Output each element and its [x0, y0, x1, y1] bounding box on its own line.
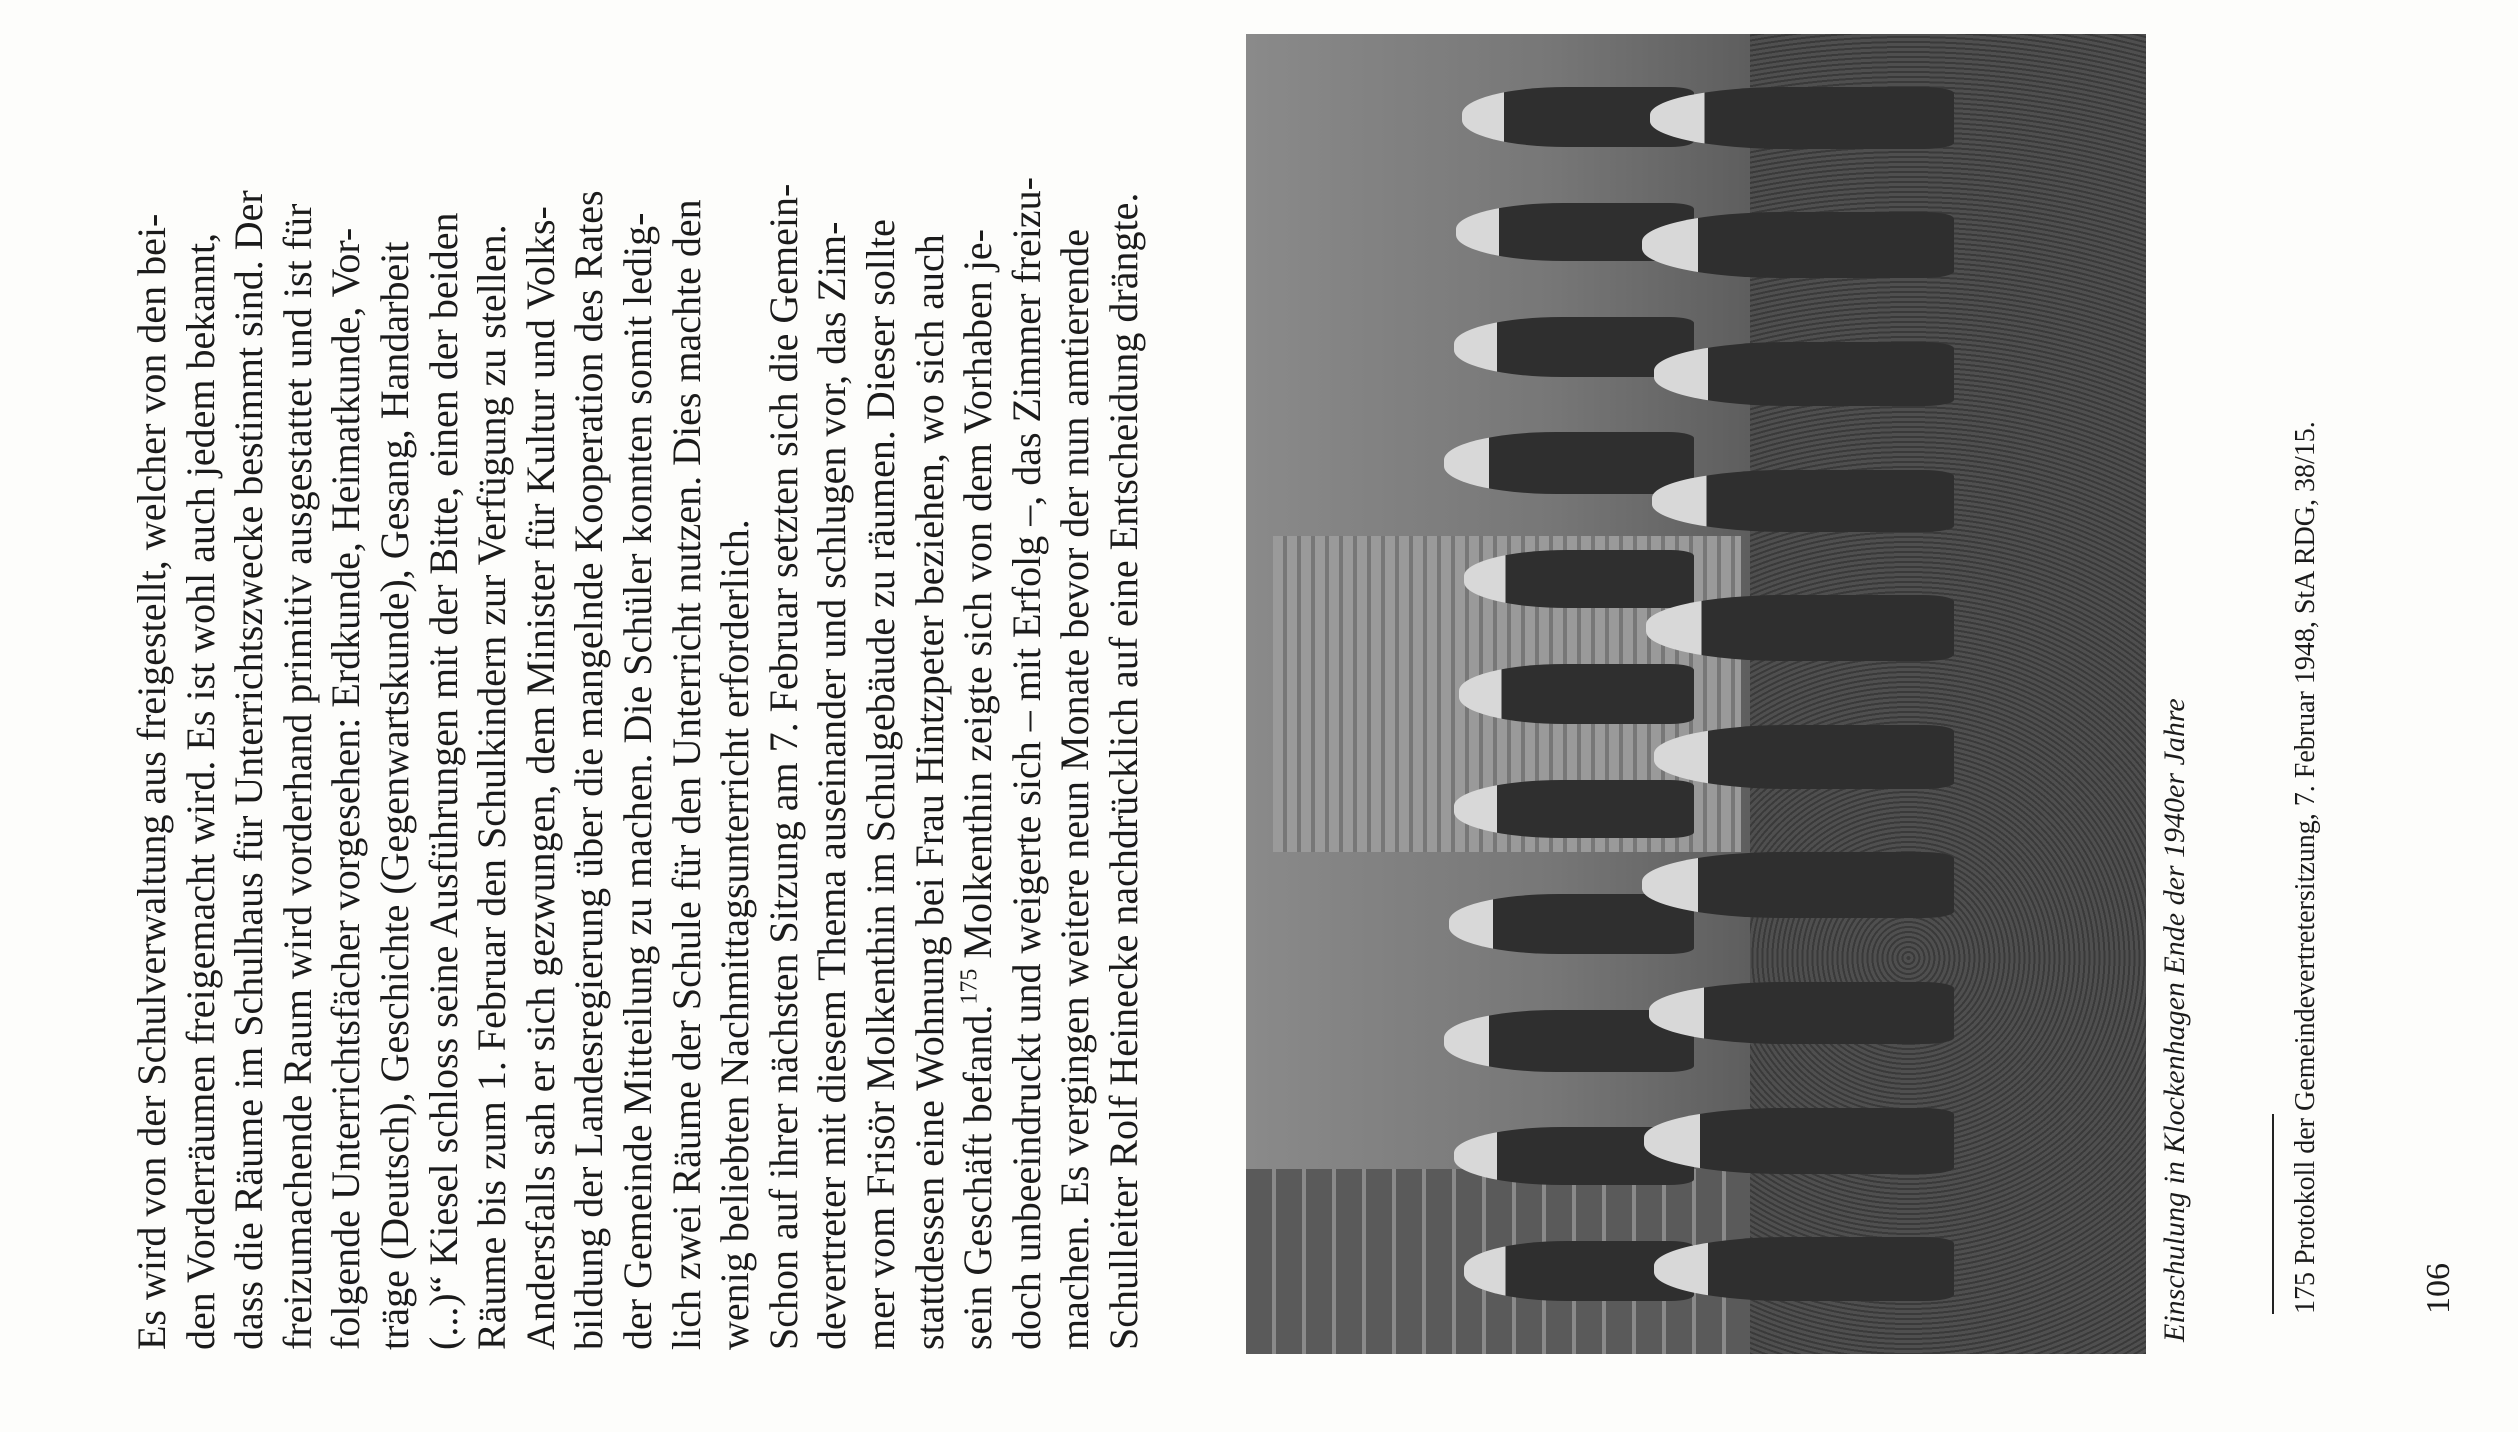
text-line: Molkenthin zeigte sich von dem Vorhaben je-: [955, 229, 1001, 959]
text-line: Es wird von der Schulverwaltung aus freigestellt, welcher von den bei-: [129, 213, 174, 1350]
footnote-reference[interactable]: 175: [956, 968, 983, 1005]
text-line: träge (Deutsch), Geschichte (Gegenwartskunde), Gesang, Handarbeit: [371, 241, 417, 1350]
text-line: der Gemeinde Mitteilung zu machen. Die Schüler konnten somit ledig-: [614, 212, 660, 1350]
text-line: bildung der Landesregierung über die mangelnde Kooperation des Rates: [566, 190, 612, 1350]
photo-person: [1642, 212, 1954, 278]
photo-person: [1652, 470, 1954, 532]
text-line: den Vorderräumen freigemacht wird. Es ist wohl auch jedem bekannt,: [177, 232, 223, 1350]
text-line: lich zwei Räume der Schule für den Unterricht nutzen. Dies machte den: [663, 199, 709, 1350]
school-enrollment-photo: [1246, 34, 2146, 1354]
paragraph-1: [128, 50, 760, 1350]
body-text: [128, 50, 1148, 1350]
text-line: (...)“ Kiesel schloss seine Ausführungen mit der Bitte, einen der beiden: [420, 212, 466, 1350]
photo-person: [1642, 852, 1954, 918]
footnote: [2290, 421, 2322, 1314]
text-line: sein Geschäft befand.: [955, 1004, 1001, 1350]
text-line: folgende Unterrichtsfächer vorgesehen: Erdkunde, Heimatkunde, Vor-: [323, 227, 369, 1350]
text-line: Andersfalls sah er sich gezwungen, dem Minister für Kultur und Volks-: [517, 206, 563, 1350]
text-line: mer vom Frisör Molkenthin im Schulgebäude zu räumen. Dieser sollte: [857, 219, 903, 1350]
text-line: Räume bis zum 1. Februar den Schulkindern zur Verfügung zu stellen.: [469, 224, 515, 1350]
footnote-divider: [2272, 1114, 2274, 1314]
photo-person: [1654, 342, 1954, 406]
text-line: stattdessen eine Wohnung bei Frau Hintzpeter beziehen, wo sich auch: [906, 234, 952, 1350]
photo-person: [1644, 1108, 1954, 1174]
text-line: Schon auf ihrer nächsten Sitzung am 7. Februar setzten sich die Gemein-: [760, 183, 806, 1350]
text-line: doch unbeeindruckt und weigerte sich – mit Erfolg –, das Zimmer freizu-: [1003, 177, 1049, 1350]
text-line: devertreter mit diesem Thema auseinander und schlugen vor, das Zim-: [809, 221, 855, 1350]
text-line: machen. Es vergingen weitere neun Monate bevor der nun amtierende: [1052, 228, 1098, 1350]
page-number: 106: [2420, 1263, 2457, 1314]
text-line: Schulleiter Rolf Heinecke nachdrücklich auf eine Entscheidung drängte.: [1100, 192, 1146, 1350]
photo-person: [1650, 87, 1954, 149]
paragraph-2: [760, 50, 1149, 1350]
text-line: dass die Räume im Schulhaus für Unterrichtszwecke bestimmt sind. Der: [226, 190, 272, 1350]
photo-front-row: [1642, 87, 1954, 1301]
footnote-text: Protokoll der Gemeindevertretersitzung, 7. Februar 1948, StA RDG, 38/15.: [2290, 421, 2321, 1265]
photo-person: [1646, 595, 1954, 661]
footnote-number: 175: [2290, 1272, 2321, 1314]
photo-person: [1654, 725, 1954, 789]
photo-person: [1649, 982, 1954, 1044]
photo-person: [1654, 1237, 1954, 1301]
photo-caption: Einschulung in Klockenhagen Ende der 1940er Jahre: [2158, 698, 2191, 1342]
text-line: freizumachende Raum wird vorderhand primitiv ausgestattet und ist für: [274, 203, 320, 1350]
text-line: wenig beliebten Nachmittagsunterricht erforderlich.: [712, 519, 758, 1350]
